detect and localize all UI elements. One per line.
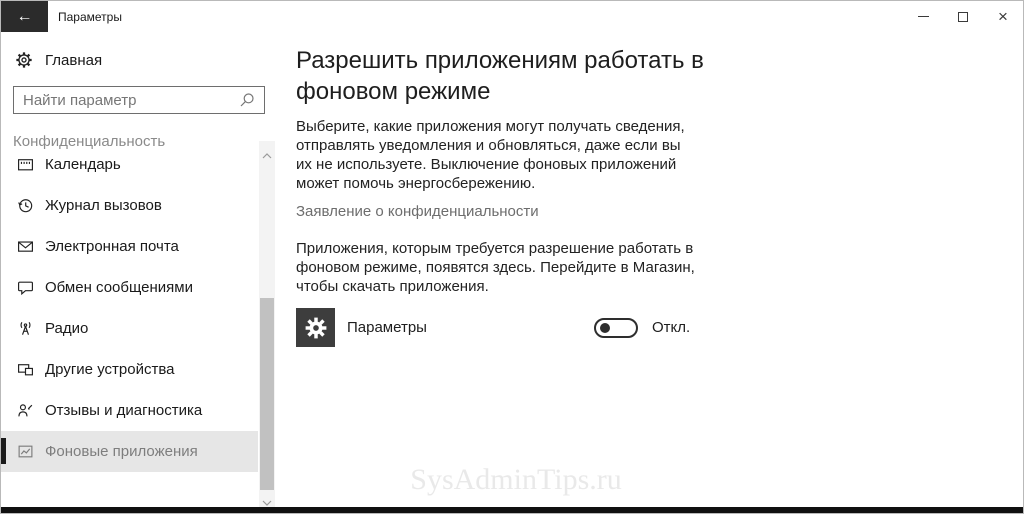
sidebar-item-background-apps[interactable]: Фоновые приложения: [1, 431, 258, 472]
sidebar-item-home[interactable]: [1, 45, 259, 75]
scrollbar-thumb[interactable]: [260, 298, 274, 490]
background-apps-icon: [16, 443, 34, 460]
bottom-strip: [1, 507, 1023, 513]
search-box: [13, 86, 265, 114]
sidebar-nav-list: [1, 144, 258, 472]
other-devices-icon: [16, 361, 34, 378]
search-icon: [239, 92, 255, 108]
settings-gear-icon: [303, 315, 329, 341]
scroll-up-icon[interactable]: [262, 153, 272, 159]
sidebar-section-privacy: Конфиденциальность: [13, 133, 166, 150]
email-icon: [16, 238, 34, 255]
sidebar-item-messaging[interactable]: Обмен сообщениями: [1, 267, 258, 308]
minimize-icon: [918, 16, 929, 17]
watermark: SysAdminTips.ru: [410, 463, 622, 496]
back-arrow-icon: ←: [16, 7, 33, 25]
sidebar-item-email[interactable]: Электронная почта: [1, 226, 258, 267]
call-history-icon: [16, 197, 34, 214]
app-name: Параметры: [347, 319, 427, 336]
page-title: Разрешить приложениям работать в фоновом режиме: [296, 47, 704, 105]
sidebar-item-feedback[interactable]: Отзывы и диагностика: [1, 390, 258, 431]
maximize-button[interactable]: [943, 1, 983, 32]
privacy-statement-link[interactable]: Заявление о конфиденциальности: [296, 203, 539, 220]
sidebar-scrollbar[interactable]: [259, 141, 275, 509]
scroll-down-icon[interactable]: [262, 500, 272, 506]
close-icon: ×: [998, 7, 1008, 26]
titlebar: [1, 1, 1023, 32]
messaging-icon: [16, 279, 34, 296]
page-description: Выберите, какие приложения могут получать сведения, отправлять уведомления и обновляться, даже если вы их не используете. Выключение фоновых приложений может помочь энергосбережению.: [296, 118, 685, 192]
toggle-knob: [600, 323, 610, 333]
sidebar-home-label: Главная: [45, 51, 103, 69]
back-button[interactable]: [1, 1, 48, 32]
sidebar-item-other-devices[interactable]: Другие устройства: [1, 349, 258, 390]
search-input[interactable]: [14, 87, 239, 113]
feedback-icon: [16, 402, 34, 419]
selected-item-accent: [1, 438, 6, 464]
sidebar-item-call-history[interactable]: Журнал вызовов: [1, 185, 258, 226]
store-note: Приложения, которым требуется разрешение работать в фоновом режиме, появятся здесь. Перейдите в Магазин, чтобы скачать приложения.: [296, 240, 695, 295]
sidebar: [1, 32, 275, 509]
gear-icon: [15, 51, 33, 69]
minimize-button[interactable]: [903, 1, 943, 32]
calendar-icon: [16, 156, 34, 173]
close-button[interactable]: [983, 1, 1023, 32]
toggle-state-label: Откл.: [652, 319, 691, 336]
radio-icon: [16, 320, 34, 337]
sidebar-item-calendar[interactable]: Календарь: [1, 144, 258, 185]
maximize-icon: [958, 12, 968, 22]
sidebar-item-radio[interactable]: Радио: [1, 308, 258, 349]
window-title: Параметры: [58, 10, 122, 24]
window-controls: [903, 1, 1023, 32]
app-row-settings: [296, 308, 690, 347]
settings-app-tile: [296, 308, 335, 347]
background-apps-toggle[interactable]: [594, 318, 638, 338]
